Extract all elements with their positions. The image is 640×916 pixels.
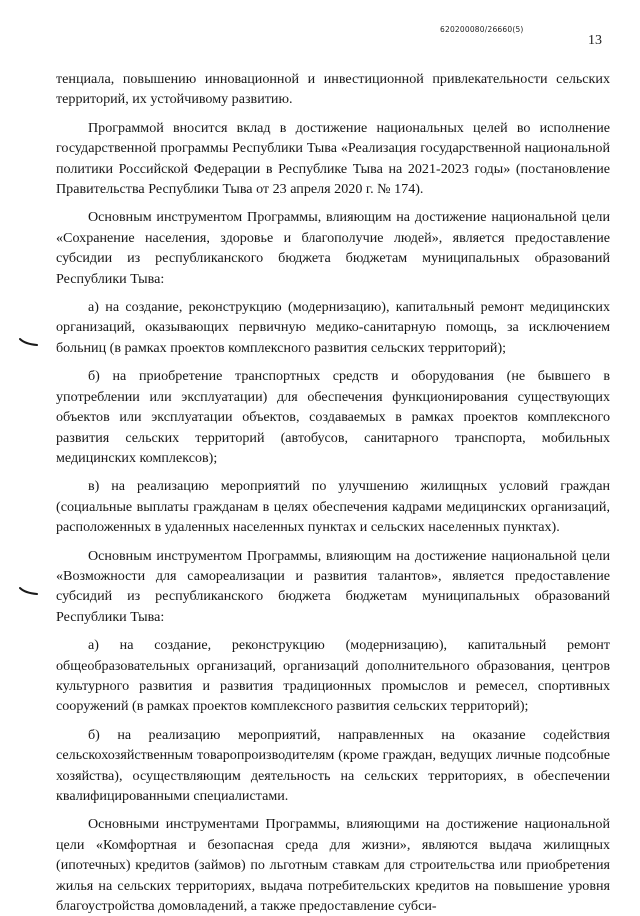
document-body <box>56 69 610 916</box>
paragraph: Основными инструментами Программы, влияющими на достижение национальной цели «Комфортная и безопасная среда для жизни», являются выдача жилищных (ипотечных) кредитов (займов) по льготным ставкам для строительства или приобретения жилья на сельских территориях, выдача потребительских кредитов на повышение уровня благоустройства домовладений, а также предоставление субси- <box>56 816 610 915</box>
margin-tick-mark-icon <box>19 586 39 596</box>
document-code: 620200080/26660(5) <box>440 25 524 34</box>
page-number: 13 <box>588 33 602 48</box>
list-item: б) на реализацию мероприятий, направленных на оказание содействия сельскохозяйственным товаропроизводителям (кроме граждан, ведущих личные подсобные хозяйства), осуществляющим деятельность на сельских территориях, в обеспечении квалифицированными специалистами. <box>56 726 610 804</box>
paragraph: Основным инструментом Программы, влияющим на достижение национальной цели «Возможности для самореализации и развития талантов», является предоставление субсидий из республиканского бюджета бюджетам муниципальных образований Республики Тыва: <box>56 547 610 625</box>
list-item: в) на реализацию мероприятий по улучшению жилищных условий граждан (социальные выплаты гражданам в целях обеспечения кадрами медицинских организаций, расположенных в удаленных населенных пунктах и сельских населенных пунктах). <box>56 478 610 536</box>
paragraph: тенциала, повышению инновационной и инвестиционной привлекательности сельских территорий, их устойчивому развитию. <box>56 71 610 108</box>
list-item: б) на приобретение транспортных средств и оборудования (не бывшего в употреблении или эксплуатации) для обеспечения функционирования существующих объектов или эксплуатации объектов, создаваемых в рамках проектов комплексного развития сельских территорий (автобусов, санитарного транспорта, мобильных медицинских комплексов); <box>56 368 610 466</box>
paragraph: Основным инструментом Программы, влияющим на достижение национальной цели «Сохранение населения, здоровье и благополучие людей», является предоставление субсидии из республиканского бюджета бюджетам муниципальных образований Республики Тыва: <box>56 209 610 287</box>
paragraph: Программой вносится вклад в достижение национальных целей во исполнение государственной программы Республики Тыва «Реализация государственной национальной политики Российской Федерации в Республике Тыва на 2021-2023 годы» (постановление Правительства Республики Тыва от 23 апреля 2020 г. № 174). <box>56 119 610 198</box>
margin-tick-mark-icon <box>19 337 39 347</box>
list-item: а) на создание, реконструкцию (модернизацию), капитальный ремонт медицинских организаций, оказывающих первичную медико-санитарную помощь, за исключением больниц (в рамках проектов комплексного развития сельских территорий); <box>56 299 610 356</box>
list-item: а) на создание, реконструкцию (модернизацию), капитальный ремонт общеобразовательных организаций, организаций дополнительного образования, центров культурного развития и развития традиционных промыслов и ремесел, спортивных сооружений (в рамках проектов комплексного развития сельских территорий); <box>56 637 610 715</box>
